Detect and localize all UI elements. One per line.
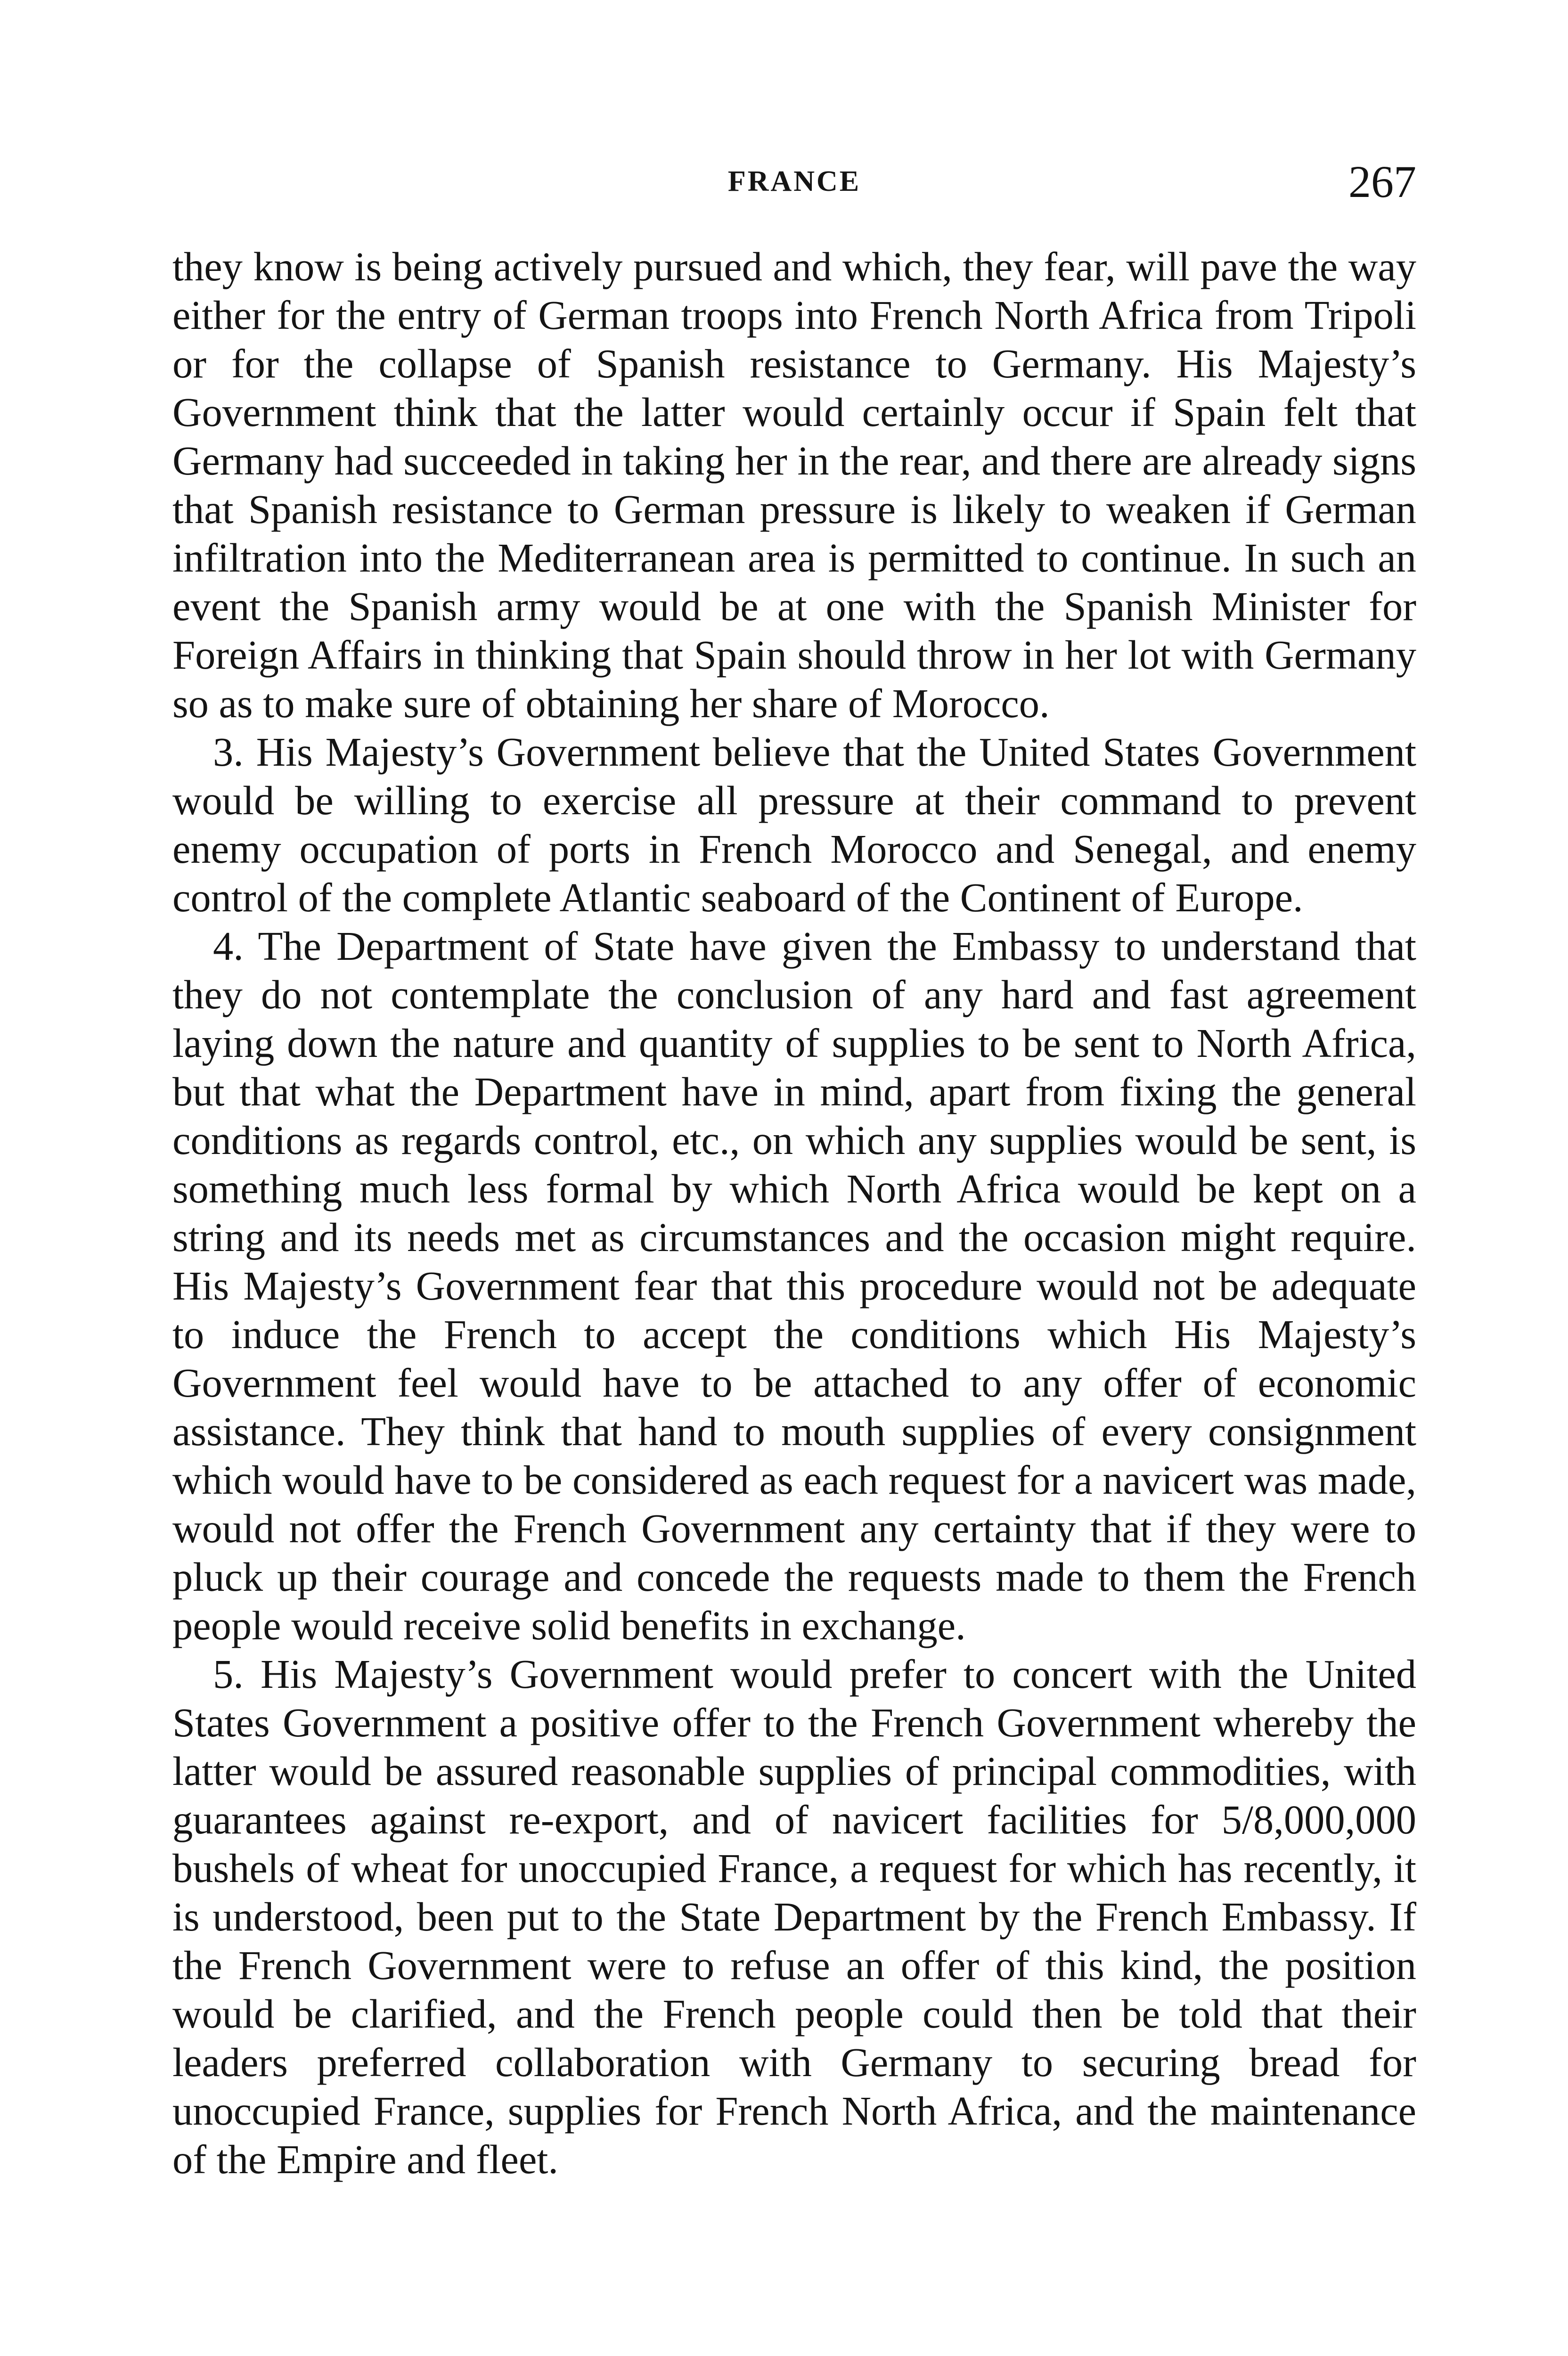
paragraph-continued: they know is being actively pursued and which, they fear, will pave the way either for the entry of German troops into French North Africa from Tripoli or for the collapse of Spanish resistance to Germany. His Majesty’s Government think that the latter would certainly occur if Spain felt that Germany had succeeded in taking her in the rear, and there are already signs that Spanish resistance to German pressure is likely to weaken if German infiltration into the Mediterranean area is permitted to continue. In such an event the Spanish army would be at one with the Spanish Minister for Foreign Affairs in thinking that Spain should throw in her lot with Germany so as to make sure of obtaining her share of Morocco. <box>172 244 1416 726</box>
paragraph-3: 3. His Majesty’s Government believe that the United States Government would be willing to exercise all pressure at their command to prevent enemy occupation of ports in French Morocco and Senegal, and enemy control of the complete Atlantic seaboard of the Continent of Europe. <box>172 729 1416 920</box>
paragraph-4: 4. The Department of State have given the Embassy to understand that they do not contemplate the conclusion of any hard and fast agreement laying down the nature and quantity of supplies to be sent to North Africa, but that what the Department have in mind, apart from fixing the general conditions as regards control, etc., on which any supplies would be sent, is something much less formal by which North Africa would be kept on a string and its needs met as circumstances and the occasion might require. His Majesty’s Government fear that this procedure would not be adequate to induce the French to accept the conditions which His Majesty’s Government feel would have to be attached to any offer of economic assistance. They think that hand to mouth supplies of every consignment which would have to be considered as each request for a navicert was made, would not offer the French Government any certainty that if they were to pluck up their courage and concede the requests made to them the French people would receive solid benefits in exchange. <box>172 924 1416 1648</box>
body-text <box>172 243 1416 2184</box>
running-title: FRANCE <box>727 165 861 197</box>
page-number: 267 <box>1348 156 1416 207</box>
paragraph-5: 5. His Majesty’s Government would prefer to concert with the United States Government a positive offer to the French Government whereby the latter would be assured reasonable supplies of principal commodities, with guarantees against re-export, and of navicert facilities for 5/8,000,000 bushels of wheat for unoccupied France, a request for which has recently, it is understood, been put to the State Department by the French Embassy. If the French Government were to refuse an offer of this kind, the position would be clarified, and the French people could then be told that their leaders preferred collaboration with Germany to securing bread for unoccupied France, supplies for French North Africa, and the maintenance of the Empire and fleet. <box>172 1652 1416 2182</box>
running-head <box>172 155 1416 207</box>
